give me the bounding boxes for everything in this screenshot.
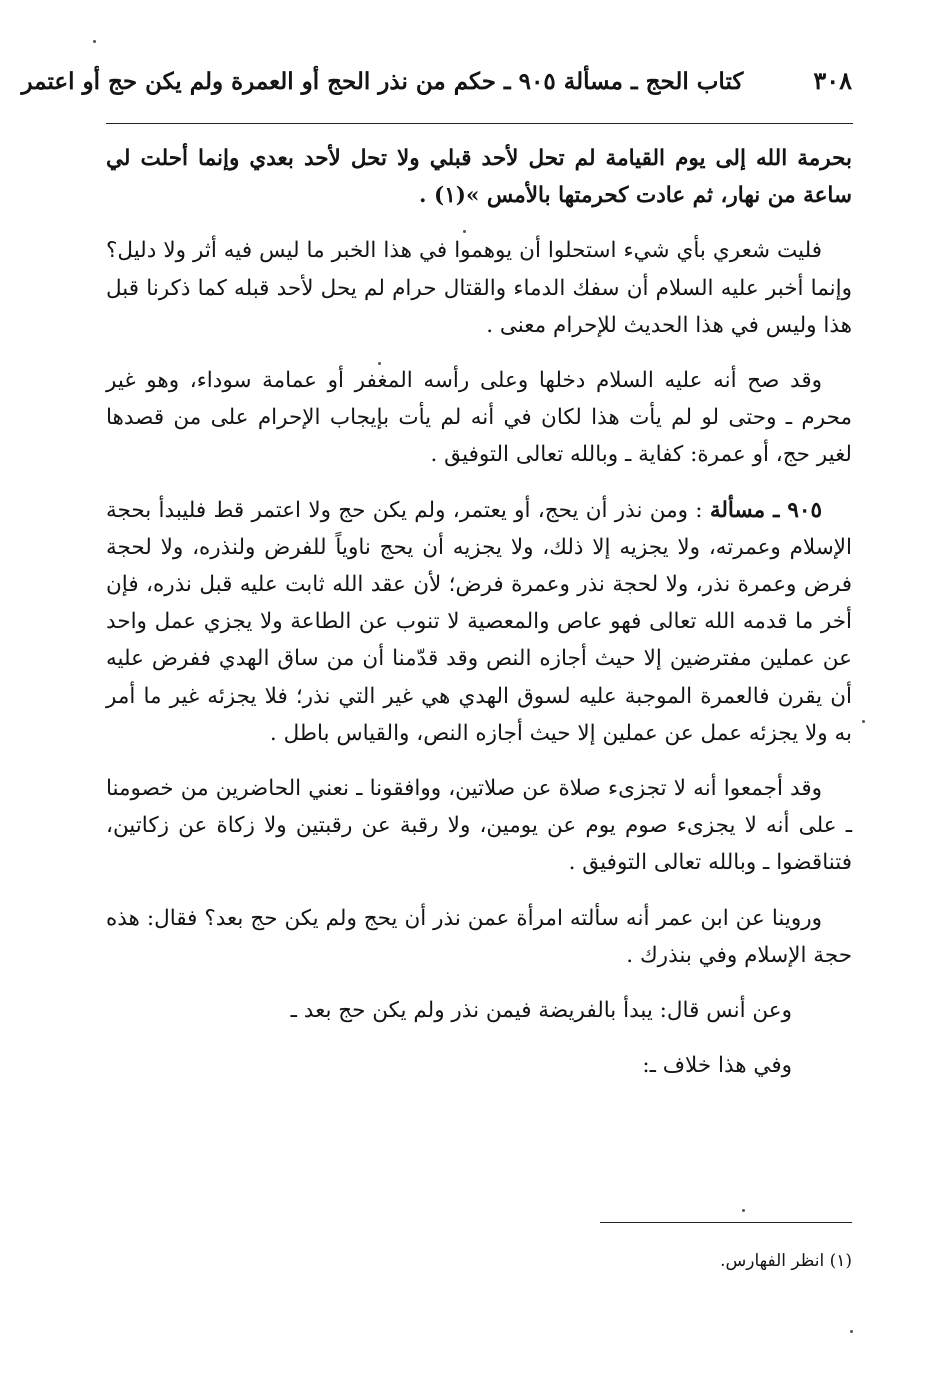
paragraph: وروينا عن ابن عمر أنه سألته امرأة عمن نذر أن يحج ولم يكن حج بعد؟ فقال: هذه حجة الإسلام وفي بنذرك . [106, 905, 852, 968]
running-title: كتاب الحج ـ مسألة ٩٠٥ ـ حكم من نذر الحج أو العمرة ولم يكن حج أو اعتمر [21, 68, 744, 95]
paragraph: وقد صح أنه عليه السلام دخلها وعلى رأسه المغفر أو عمامة سوداء، وهو غير محرم ـ وحتى لو لم يأت هذا لكان في أنه لم يأت بإيجاب الإحرام على من قصدها لغير حج، أو عمرة: كفاية ـ وبالله تعالى التوفيق . [106, 368, 852, 468]
issue-paragraph [106, 492, 852, 752]
scan-speck [378, 362, 381, 365]
paragraph-continuation: بحرمة الله إلى يوم القيامة لم تحل لأحد قبلي ولا تحل لأحد بعدي وإنما أحلت لي ساعة من نهار، ثم عادت كحرمتها بالأمس »(١) . [106, 146, 852, 209]
page-header [21, 66, 852, 95]
issue-label: ٩٠٥ ـ مسألة [709, 497, 822, 523]
paragraph: وفي هذا خلاف ـ: [642, 1053, 792, 1079]
scan-speck [862, 720, 865, 723]
header-rule [106, 123, 853, 124]
paragraph: فليت شعري بأي شيء استحلوا أن يوهموا في هذا الخبر ما ليس فيه أثر ولا دليل؟ وإنما أخبر عليه السلام أن سفك الدماء والقتال حرام لم يحل لأحد قبله كما ذكرنا قبل هذا وليس في هذا الحديث للإحرام معنى . [106, 238, 852, 338]
scan-speck [463, 230, 466, 233]
scan-speck [742, 1209, 745, 1212]
scan-speck [850, 1330, 853, 1333]
issue-text: : ومن نذر أن يحج، أو يعتمر، ولم يكن حج ولا اعتمر قط فليبدأ بحجة الإسلام وعمرته، ولا يجزيه إلا ذلك، ولا يجزيه أن يحج ناوياً للفرض ولنذره، ولا لحجة فرض وعمرة نذر، ولا لحجة نذر وعمرة فرض؛ لأن عقد الله ثابت عليه قبل نذره، فإن أخر ما قدمه الله تعالى فهو عاص والمعصية لا تنوب عن الطاعة ولا يجزي عمل واحد عن عملين مفترضين إلا حيث أجازه النص وقد قدّمنا أن من ساق الهدي ففرض عليه أن يقرن فالعمرة الموجبة عليه لسوق الهدي هي غير التي نذر؛ فلا يجزئه غير ما أمر به ولا يجزئه عمل عن عملين إلا حيث أجازه النص، والقياس باطل . [106, 497, 852, 746]
paragraph: وعن أنس قال: يبدأ بالفريضة فيمن نذر ولم يكن حج بعد ـ [290, 998, 792, 1024]
footnote: (١) انظر الفهارس. [720, 1251, 852, 1271]
scan-speck [93, 40, 96, 43]
body-text [106, 140, 852, 1102]
footnote-rule [600, 1222, 852, 1223]
page-number: ٣٠٨ [813, 66, 852, 95]
paragraph: وقد أجمعوا أنه لا تجزىء صلاة عن صلاتين، ووافقونا ـ نعني الحاضرين من خصومنا ـ على أنه لا يجزىء صوم يوم عن يومين، ولا رقبة عن رقبتين ولا زكاة عن زكاتين، فتناقضوا ـ وبالله تعالى التوفيق . [106, 776, 852, 876]
